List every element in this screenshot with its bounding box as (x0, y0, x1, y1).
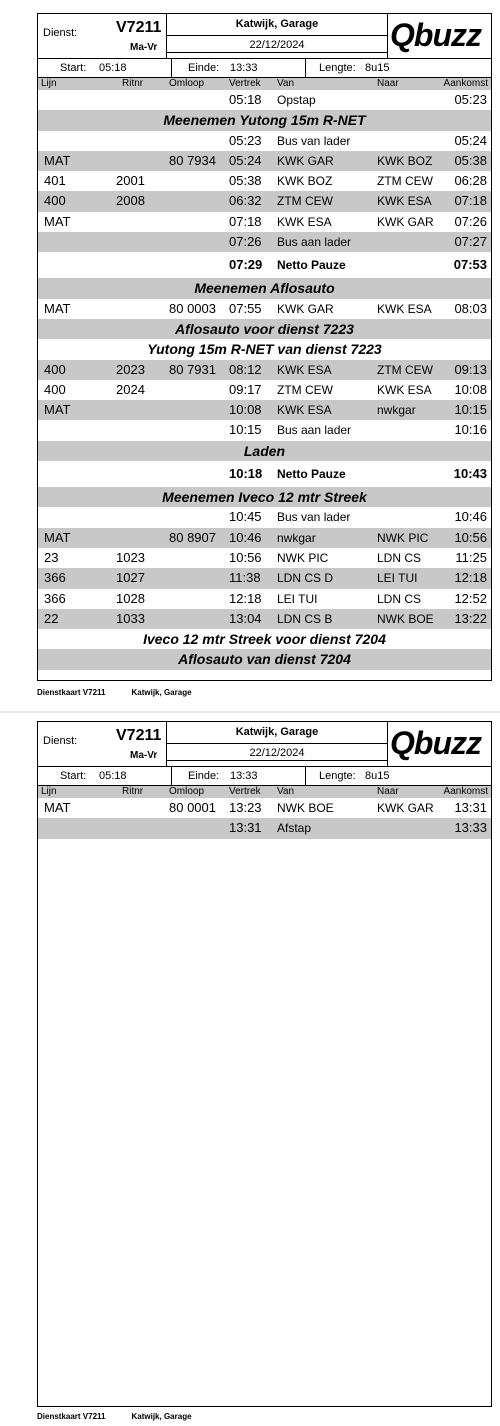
start-label: Start: (60, 770, 87, 782)
col-aankomst: Aankomst (443, 78, 488, 89)
cell-naar: KWK BOZ (377, 153, 433, 168)
trip-row (38, 212, 491, 232)
cell-van: ZTM CEW (277, 382, 333, 397)
col-omloop: Omloop (169, 786, 205, 797)
date: 22/12/2024 (167, 36, 387, 53)
cell-aankomst: 07:18 (454, 193, 487, 209)
cell-omloop: 80 7934 (169, 152, 216, 168)
cell-naar: NWK PIC (377, 530, 429, 545)
cell-naar: nwkgar (377, 403, 416, 418)
section-row (38, 278, 491, 298)
column-header (38, 786, 491, 798)
cell-vertrek: 10:15 (229, 422, 262, 438)
pause-end: 10:43 (453, 466, 487, 482)
lengte-label: Lengte: (319, 770, 356, 782)
trip-row (38, 798, 491, 818)
cell-aankomst: 05:23 (454, 92, 487, 107)
cell-aankomst: 05:38 (454, 152, 487, 168)
cell-vertrek: 13:23 (229, 800, 262, 815)
dienst-days: Ma-Vr (130, 750, 158, 761)
cell-van: Bus van lader (277, 133, 351, 148)
card-header (38, 722, 491, 767)
page-2 (0, 712, 500, 1426)
cell-omloop: 80 0003 (169, 300, 216, 316)
cell-ritnr: 2024 (116, 381, 145, 397)
col-van: Van (277, 786, 295, 797)
col-vertrek: Vertrek (229, 78, 261, 89)
cell-lijn: 400 (44, 381, 66, 397)
cell-vertrek: 07:26 (229, 234, 262, 250)
cell-naar: KWK GAR (377, 801, 434, 815)
time-summary (38, 59, 491, 78)
footer-location: Katwijk, Garage (131, 1412, 192, 1421)
cell-ritnr: 2023 (116, 361, 145, 377)
trip-rows (38, 798, 491, 839)
trip-row (38, 589, 491, 609)
cell-aankomst: 06:28 (454, 173, 487, 189)
cell-aankomst: 07:26 (454, 213, 487, 229)
trip-row (38, 232, 491, 252)
cell-van: LDN CS B (277, 611, 333, 626)
col-omloop: Omloop (169, 78, 205, 89)
page-footer (37, 1412, 192, 1421)
footer-location: Katwijk, Garage (131, 688, 192, 697)
einde-time: 13:33 (230, 62, 258, 74)
cell-naar: KWK ESA (377, 382, 432, 397)
section-row (38, 110, 491, 130)
qbuzz-logo: Qbuzz (390, 725, 481, 761)
pause-start: 07:29 (229, 257, 263, 273)
cell-vertrek: 10:46 (229, 529, 262, 545)
column-header (38, 78, 491, 90)
cell-ritnr: 1027 (116, 570, 145, 586)
cell-vertrek: 10:08 (229, 402, 262, 418)
cell-vertrek: 13:04 (229, 610, 262, 626)
trip-row (38, 360, 491, 380)
cell-lijn: MAT (44, 300, 71, 316)
header-center (166, 722, 388, 766)
einde-label: Einde: (188, 62, 220, 74)
cell-van: NWK PIC (277, 550, 329, 565)
cell-van: NWK BOE (277, 801, 334, 815)
cell-lijn: 366 (44, 590, 66, 606)
cell-vertrek: 10:45 (229, 509, 262, 525)
cell-lijn: MAT (44, 152, 71, 168)
cell-van: KWK GAR (277, 301, 334, 316)
trip-row (38, 151, 491, 171)
start-cell (38, 767, 172, 785)
col-lijn: Lijn (41, 78, 57, 89)
cell-vertrek: 06:32 (229, 193, 262, 209)
dienstkaart (37, 721, 492, 1407)
pause-label: Netto Pauze (277, 258, 346, 273)
cell-lijn: 23 (44, 549, 59, 565)
page-1 (0, 0, 500, 712)
einde-label: Einde: (188, 770, 220, 782)
cell-lijn: MAT (44, 800, 71, 815)
cell-aankomst: 08:03 (454, 300, 487, 316)
page-footer (37, 688, 192, 697)
cell-lijn: MAT (44, 529, 71, 545)
einde-cell (172, 59, 306, 77)
section-title: Meenemen Iveco 12 mtr Streek (162, 489, 367, 506)
cell-ritnr: 2001 (116, 173, 145, 189)
col-ritnr: Ritnr (122, 78, 144, 89)
cell-omloop: 80 0001 (169, 800, 216, 815)
cell-lijn: 366 (44, 570, 66, 586)
cell-vertrek: 05:38 (229, 173, 262, 189)
cell-van: Bus aan lader (277, 423, 352, 438)
cell-vertrek: 08:12 (229, 361, 262, 377)
section-title: Iveco 12 mtr Streek voor dienst 7204 (143, 631, 386, 648)
trip-row (38, 299, 491, 319)
trip-rows (38, 90, 491, 670)
cell-aankomst: 12:52 (454, 590, 487, 606)
cell-omloop: 80 8907 (169, 529, 216, 545)
cell-vertrek: 11:38 (229, 570, 261, 586)
einde-time: 13:33 (230, 770, 258, 782)
cell-vertrek: 13:31 (229, 820, 262, 836)
col-naar: Naar (377, 786, 399, 797)
trip-row (38, 507, 491, 527)
cell-ritnr: 1033 (116, 610, 145, 626)
lengte-cell (306, 767, 491, 785)
cell-ritnr: 1023 (116, 549, 145, 565)
cell-vertrek: 05:24 (229, 152, 262, 168)
start-cell (38, 59, 172, 77)
trip-row (38, 568, 491, 588)
cell-naar: ZTM CEW (377, 174, 433, 189)
section-row (38, 487, 491, 507)
header-center (166, 14, 388, 58)
cell-aankomst: 13:31 (454, 800, 487, 815)
col-naar: Naar (377, 78, 399, 89)
cell-aankomst: 13:33 (454, 820, 487, 836)
lengte-label: Lengte: (319, 62, 356, 74)
location: Katwijk, Garage (167, 14, 387, 36)
start-time: 05:18 (99, 62, 127, 74)
cell-van: KWK ESA (277, 403, 332, 418)
cell-lijn: 400 (44, 193, 66, 209)
start-label: Start: (60, 62, 87, 74)
cell-ritnr: 2008 (116, 193, 145, 209)
dienst-code: V7211 (116, 727, 162, 744)
einde-cell (172, 767, 306, 785)
trip-row (38, 818, 491, 838)
time-summary (38, 767, 491, 786)
lengte-cell (306, 59, 491, 77)
col-lijn: Lijn (41, 786, 57, 797)
pause-row (38, 461, 491, 487)
qbuzz-logo: Qbuzz (390, 17, 481, 53)
cell-van: Bus van lader (277, 510, 351, 525)
cell-van: KWK ESA (277, 362, 332, 377)
cell-ritnr: 1028 (116, 590, 145, 606)
dienst-label: Dienst: (43, 735, 78, 747)
section-title: Laden (243, 442, 286, 459)
section-row (38, 339, 491, 359)
cell-van: Opstap (277, 93, 316, 107)
col-ritnr: Ritnr (122, 786, 144, 797)
trip-row (38, 380, 491, 400)
cell-naar: ZTM CEW (377, 362, 433, 377)
cell-van: Bus aan lader (277, 235, 352, 250)
cell-omloop: 80 7931 (169, 361, 216, 377)
section-row (38, 629, 491, 649)
cell-naar: NWK BOE (377, 611, 434, 626)
trip-row (38, 528, 491, 548)
cell-vertrek: 12:18 (229, 590, 262, 606)
dienst-label: Dienst: (43, 27, 78, 39)
col-aankomst: Aankomst (443, 786, 488, 797)
cell-lijn: MAT (44, 213, 71, 229)
trip-row (38, 191, 491, 211)
pause-row (38, 252, 491, 278)
cell-aankomst: 13:22 (454, 610, 487, 626)
cell-van: LEI TUI (277, 591, 318, 606)
trip-row (38, 548, 491, 568)
cell-aankomst: 10:46 (454, 509, 487, 525)
trip-row (38, 131, 491, 151)
cell-naar: LDN CS (377, 591, 422, 606)
cell-aankomst: 07:27 (454, 234, 487, 250)
date: 22/12/2024 (167, 744, 387, 761)
cell-aankomst: 12:18 (454, 570, 487, 586)
cell-naar: LDN CS (377, 550, 422, 565)
cell-naar: LEI TUI (377, 571, 418, 586)
cell-naar: KWK ESA (377, 194, 432, 209)
cell-aankomst: 10:08 (454, 381, 487, 397)
cell-vertrek: 09:17 (229, 381, 262, 397)
dienst-days: Ma-Vr (130, 42, 158, 53)
cell-vertrek: 05:18 (229, 92, 262, 107)
pause-end: 07:53 (453, 257, 487, 273)
footer-label: Dienstkaart V7211 (37, 688, 106, 697)
lengte-value: 8u15 (365, 62, 390, 74)
cell-aankomst: 10:56 (454, 529, 487, 545)
cell-aankomst: 05:24 (454, 132, 487, 148)
dienst-code: V7211 (116, 19, 162, 36)
section-title: Meenemen Yutong 15m R-NET (163, 112, 366, 129)
section-row (38, 441, 491, 461)
cell-van: ZTM CEW (277, 194, 333, 209)
trip-row (38, 90, 491, 110)
cell-aankomst: 09:13 (454, 361, 487, 377)
cell-lijn: 22 (44, 610, 59, 626)
section-title: Meenemen Aflosauto (194, 280, 335, 297)
trip-row (38, 420, 491, 440)
section-title: Aflosauto van dienst 7204 (178, 651, 351, 668)
cell-lijn: 400 (44, 361, 66, 377)
start-time: 05:18 (99, 770, 127, 782)
cell-van: LDN CS D (277, 571, 334, 586)
col-vertrek: Vertrek (229, 786, 261, 797)
cell-van: KWK GAR (277, 153, 334, 168)
cell-van: Afstap (277, 821, 312, 836)
dienstkaart (37, 13, 492, 681)
location: Katwijk, Garage (167, 722, 387, 744)
cell-naar: KWK ESA (377, 301, 432, 316)
trip-row (38, 171, 491, 191)
cell-van: KWK BOZ (277, 174, 333, 189)
col-van: Van (277, 78, 295, 89)
footer-label: Dienstkaart V7211 (37, 1412, 106, 1421)
section-title: Aflosauto voor dienst 7223 (175, 320, 354, 337)
cell-vertrek: 07:55 (229, 300, 262, 316)
cell-van: nwkgar (277, 530, 316, 545)
section-row (38, 649, 491, 669)
cell-vertrek: 05:23 (229, 132, 262, 148)
cell-aankomst: 10:15 (454, 402, 487, 418)
cell-lijn: 401 (44, 173, 66, 189)
cell-vertrek: 07:18 (229, 213, 262, 229)
cell-lijn: MAT (44, 402, 71, 418)
cell-vertrek: 10:56 (229, 549, 262, 565)
pause-start: 10:18 (229, 466, 263, 482)
card-header (38, 14, 491, 59)
section-row (38, 319, 491, 339)
lengte-value: 8u15 (365, 770, 390, 782)
cell-van: KWK ESA (277, 214, 332, 229)
pause-label: Netto Pauze (277, 467, 346, 482)
cell-aankomst: 11:25 (455, 549, 487, 565)
trip-row (38, 609, 491, 629)
cell-aankomst: 10:16 (454, 422, 487, 438)
trip-row (38, 400, 491, 420)
section-title: Yutong 15m R-NET van dienst 7223 (147, 341, 382, 358)
cell-naar: KWK GAR (377, 214, 434, 229)
